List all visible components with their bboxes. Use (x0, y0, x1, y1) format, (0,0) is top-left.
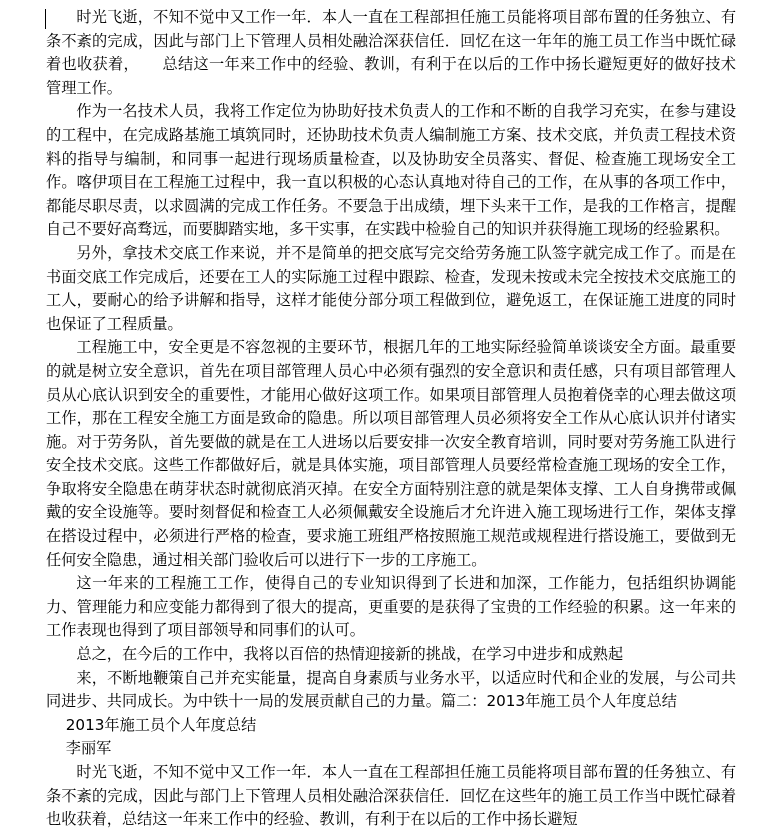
paragraph-technical-disclosure: 另外，拿技术交底工作来说，并不是简单的把交底写完交给劳务施工队签字就完成工作了。而是在书面交底工作完成后，还要在工人的实际施工过程中跟踪、检查，发现未按或未完全按技术交底施工的工人，要耐心的给予讲解和指导，这样才能使分部分项工程做到位，避免返工，在保证施工进度的同时也保证了工程质量。 (46, 243, 736, 333)
paragraph-intro: 时光飞逝，不知不觉中又工作一年．本人一直在工程部担任施工员能将项目部布置的任务独立、有条不紊的完成，因此与部门上下管理人员相处融洽深获信任．回忆在这一年年的施工员工作当中既忙碌着也收获着， 总结这一年来工作中的经验、教训，有利于在以后的工作中扬长避短更好的做好技术管理工作。 (46, 8, 736, 97)
document-body[interactable] (46, 6, 736, 832)
paragraph-role: 作为一名技术人员，我将工作定位为协助好技术负责人的工作和不断的自我学习充实，在参与建设的工程中，在完成路基施工填筑同时，还协助技术负责人编制施工方案、技术交底，并负责工程技术资料的指导与编制，和同事一起进行现场质量检查，以及协助安全员落实、督促、检查施工现场安全工作。喀伊项目在工程施工过程中，我一直以积极的心态认真地对待自己的工作，在从事的各项工作中，都能尽职尽责，以求圆满的完成工作任务。不要急于出成绩，埋下头来干工作，是我的工作格言，提醒自己不要好高骛远，而要脚踏实地，多干实事，在实践中检验自己的知识并获得施工现场的经验累积。 (46, 102, 736, 239)
paragraph-safety: 工程施工中，安全更是不容忽视的主要环节，根据几年的工地实际经验简单谈谈安全方面。最重要的就是树立安全意识，首先在项目部管理人员心中必须有强烈的安全意识和责任感，只有项目部管理人员从心底认识到安全的重要性，才能用心做好这项工作。如果项目部管理人员抱着侥幸的心理去做这项工作，那在工程安全施工方面是致命的隐患。所以项目部管理人员必须将安全工作从心底认识并付诸实施。对于劳务队，首先要做的就是在工人进场以后要安排一次安全教育培训，同时要对劳务施工队进行安全技术交底。这些工作都做好后，就是具体实施，项目部管理人员要经常检查施工现场的安全工作，争取将安全隐患在萌芽状态时就彻底消灭掉。在安全方面特别注意的就是架体支撑、工人自身携带或佩戴的安全设施等。要时刻督促和检查工人必须佩戴安全设施后才允许进入施工现场进行工作，架体支撑在搭设过程中，必须进行严格的检查，要求施工班组严格按照施工规范或规程进行搭设施工，要做到无任何安全隐患，通过相关部门验收后可以进行下一步的工序施工。 (46, 338, 736, 569)
paragraph-growth: 这一年来的工程施工工作，使得自己的专业知识得到了长进和加深，工作能力，包括组织协调能力、管理能力和应变能力都得到了很大的提高，更重要的是获得了宝贵的工作经验的积累。这一年来的工作表现也得到了项目部领导和同事们的认可。 (46, 574, 736, 640)
section-title: 2013年施工员个人年度总结 (65, 715, 257, 734)
paragraph-future: 总之，在今后的工作中，我将以百倍的热情迎接新的挑战，在学习中进步和成熟起 (76, 645, 624, 664)
author-name: 李丽军 (65, 739, 112, 758)
paragraph-repeat-intro: 时光飞逝，不知不觉中又工作一年．本人一直在工程部担任施工员能将项目部布置的任务独立、有条不紊的完成，因此与部门上下管理人员相处融洽深获信任．回忆在这些年的施工员工作当中既忙碌着也收获着，总结这一年来工作中的经验、教训，有利于在以后的工作中扬长避短 (46, 763, 736, 829)
paragraph-closing: 来，不断地鞭策自己并充实能量，提高自身素质与业务水平，以适应时代和企业的发展，与公司共同进步、共同成长。为中铁十一局的发展贡献自己的力量。篇二：2013年施工员个人年度总结 (46, 668, 736, 711)
